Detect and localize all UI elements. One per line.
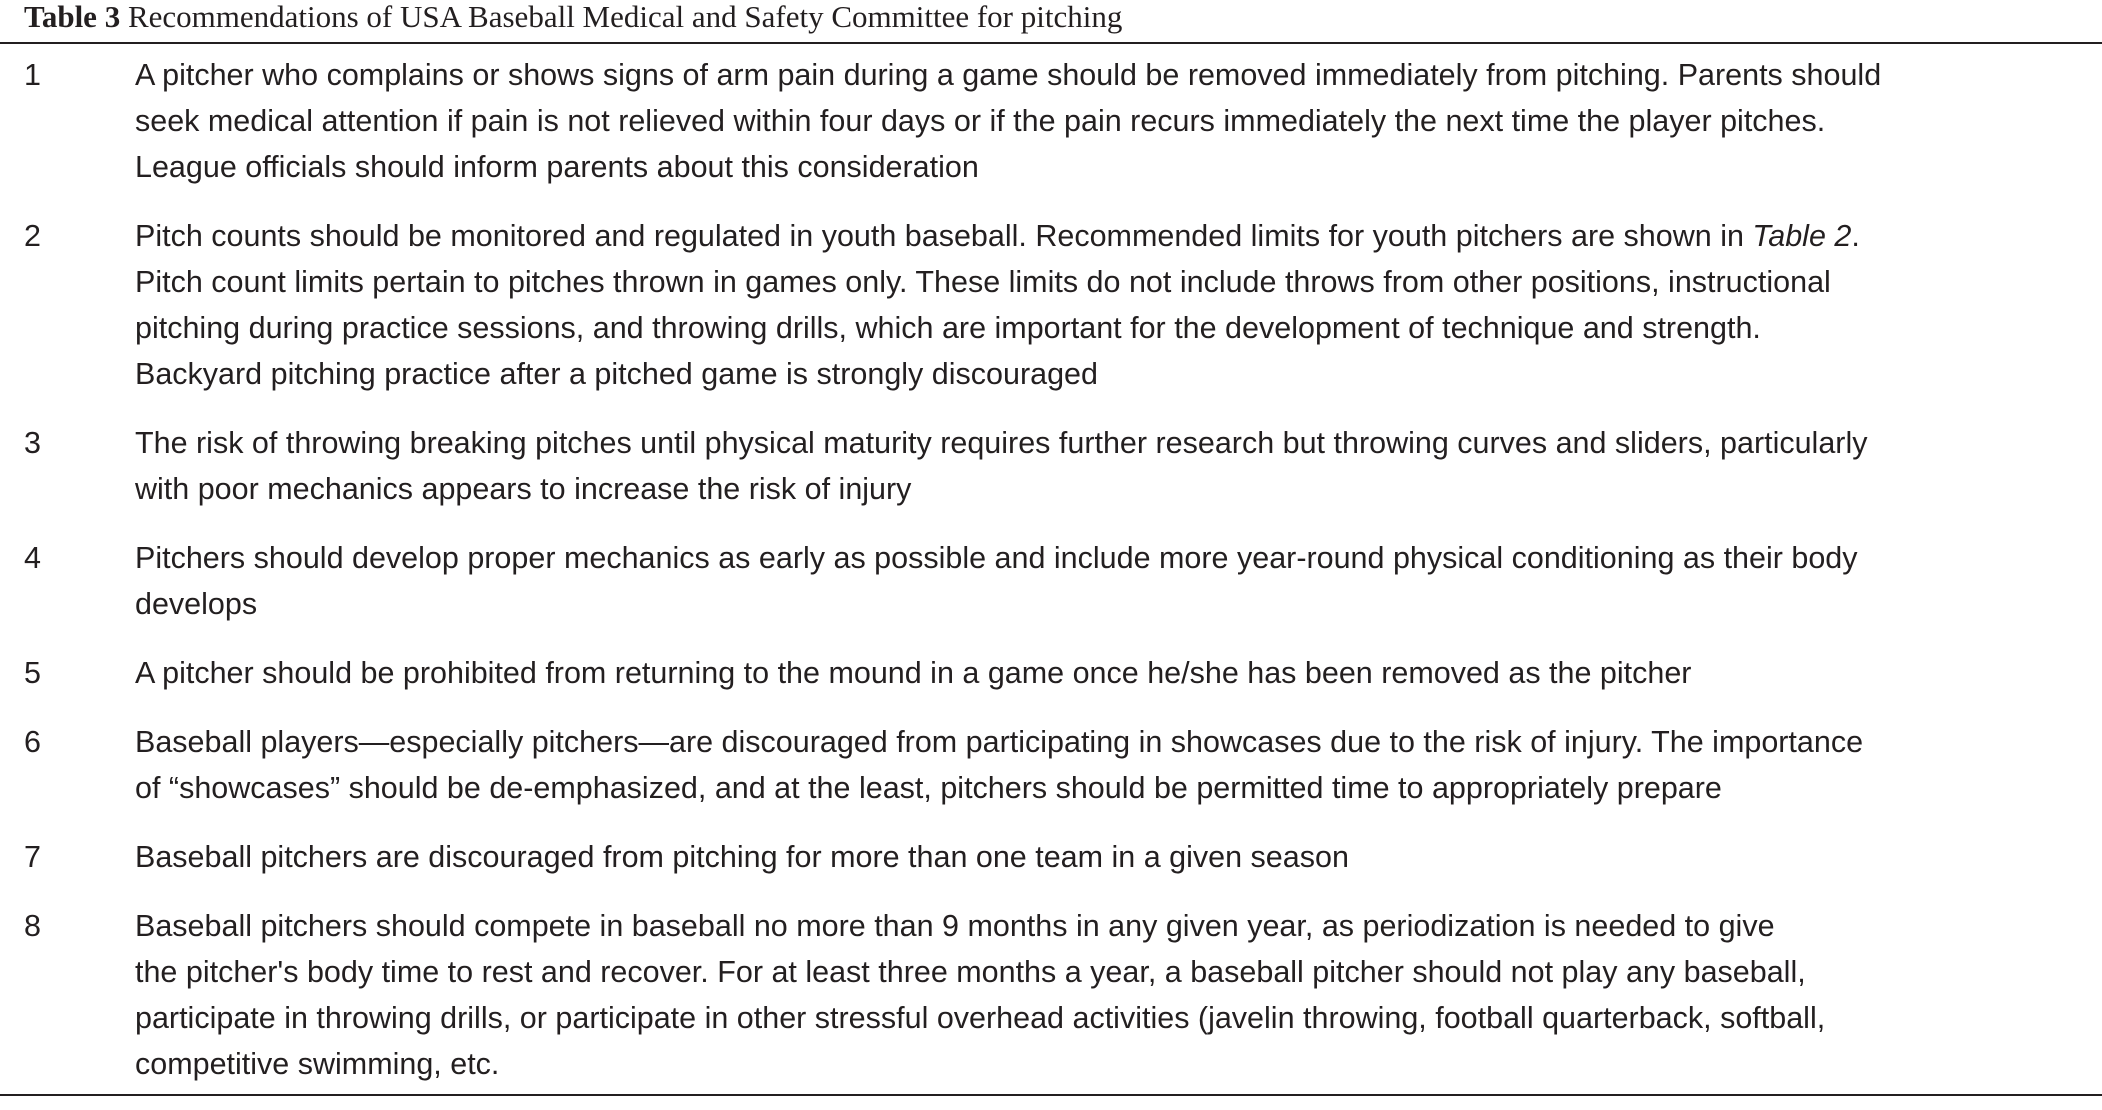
row-text-line: develops bbox=[135, 587, 258, 621]
row-text bbox=[135, 52, 2102, 190]
row-number: 7 bbox=[24, 840, 41, 874]
table-title: Recommendations of USA Baseball Medical and Safety Committee for pitching bbox=[127, 0, 1123, 34]
table-row bbox=[0, 834, 2102, 880]
row-text-line: Baseball pitchers are discouraged from pitching for more than one team in a given season bbox=[135, 840, 1349, 874]
row-text-line: seek medical attention if pain is not relieved within four days or if the pain recurs immediately the next time the player pitches. bbox=[135, 104, 1826, 138]
row-text-line: A pitcher who complains or shows signs of arm pain during a game should be removed immediately from pitching. Parents should bbox=[135, 58, 1882, 92]
row-text-segment: . bbox=[1851, 219, 1860, 253]
row-text bbox=[135, 834, 2102, 880]
row-text-line: of “showcases” should be de-emphasized, and at the least, pitchers should be permitted time to appropriately prepare bbox=[135, 771, 1722, 805]
table-row bbox=[0, 420, 2102, 512]
table-bottom-rule bbox=[0, 1094, 2102, 1096]
row-text-line: participate in throwing drills, or participate in other stressful overhead activities (javelin throwing, football quarterback, softball, bbox=[135, 1001, 1826, 1035]
table-body bbox=[0, 52, 2102, 1110]
row-text-line: A pitcher should be prohibited from returning to the mound in a game once he/she has been removed as the pitcher bbox=[135, 656, 1692, 690]
row-text-line bbox=[135, 213, 2092, 259]
table-top-rule bbox=[0, 42, 2102, 44]
row-text-line: League officials should inform parents about this consideration bbox=[135, 150, 979, 184]
row-number: 6 bbox=[24, 725, 41, 759]
table-row bbox=[0, 213, 2102, 397]
row-text-segment: Pitch counts should be monitored and regulated in youth baseball. Recommended limits for youth pitchers are shown in bbox=[135, 219, 1753, 253]
row-text-line: Pitch count limits pertain to pitches thrown in games only. These limits do not include throws from other positions, instructional bbox=[135, 265, 1831, 299]
row-text bbox=[135, 903, 2102, 1087]
table-caption bbox=[24, 0, 1122, 38]
row-text-line: with poor mechanics appears to increase the risk of injury bbox=[135, 472, 912, 506]
table-row bbox=[0, 650, 2102, 696]
row-number: 5 bbox=[24, 656, 41, 690]
row-number: 8 bbox=[24, 909, 41, 943]
row-text bbox=[135, 719, 2102, 811]
row-text-line: the pitcher's body time to rest and recover. For at least three months a year, a baseball pitcher should not play any baseball, bbox=[135, 955, 1806, 989]
row-text bbox=[135, 535, 2102, 627]
row-number: 2 bbox=[24, 219, 41, 253]
table-row bbox=[0, 903, 2102, 1087]
row-text-line: Pitchers should develop proper mechanics as early as possible and include more year-round physical conditioning as their body bbox=[135, 541, 1858, 575]
table-label: Table 3 bbox=[24, 0, 121, 34]
row-text-line: pitching during practice sessions, and throwing drills, which are important for the development of technique and strength. bbox=[135, 311, 1761, 345]
table-reference: Table 2 bbox=[1752, 219, 1852, 253]
table-row bbox=[0, 535, 2102, 627]
row-text-line: competitive swimming, etc. bbox=[135, 1047, 500, 1081]
table-row bbox=[0, 52, 2102, 190]
row-text bbox=[135, 213, 2102, 397]
row-number: 1 bbox=[24, 58, 41, 92]
row-text-line: Backyard pitching practice after a pitched game is strongly discouraged bbox=[135, 357, 1098, 391]
row-text-line: Baseball players—especially pitchers—are discouraged from participating in showcases due to the risk of injury. The importance bbox=[135, 725, 1864, 759]
row-number: 4 bbox=[24, 541, 41, 575]
row-text bbox=[135, 420, 2102, 512]
table-row bbox=[0, 719, 2102, 811]
row-text bbox=[135, 650, 2102, 696]
row-number: 3 bbox=[24, 426, 41, 460]
row-text-line: Baseball pitchers should compete in baseball no more than 9 months in any given year, as periodization is needed to give bbox=[135, 909, 1775, 943]
row-text-line: The risk of throwing breaking pitches until physical maturity requires further research but throwing curves and sliders, particularly bbox=[135, 426, 1868, 460]
